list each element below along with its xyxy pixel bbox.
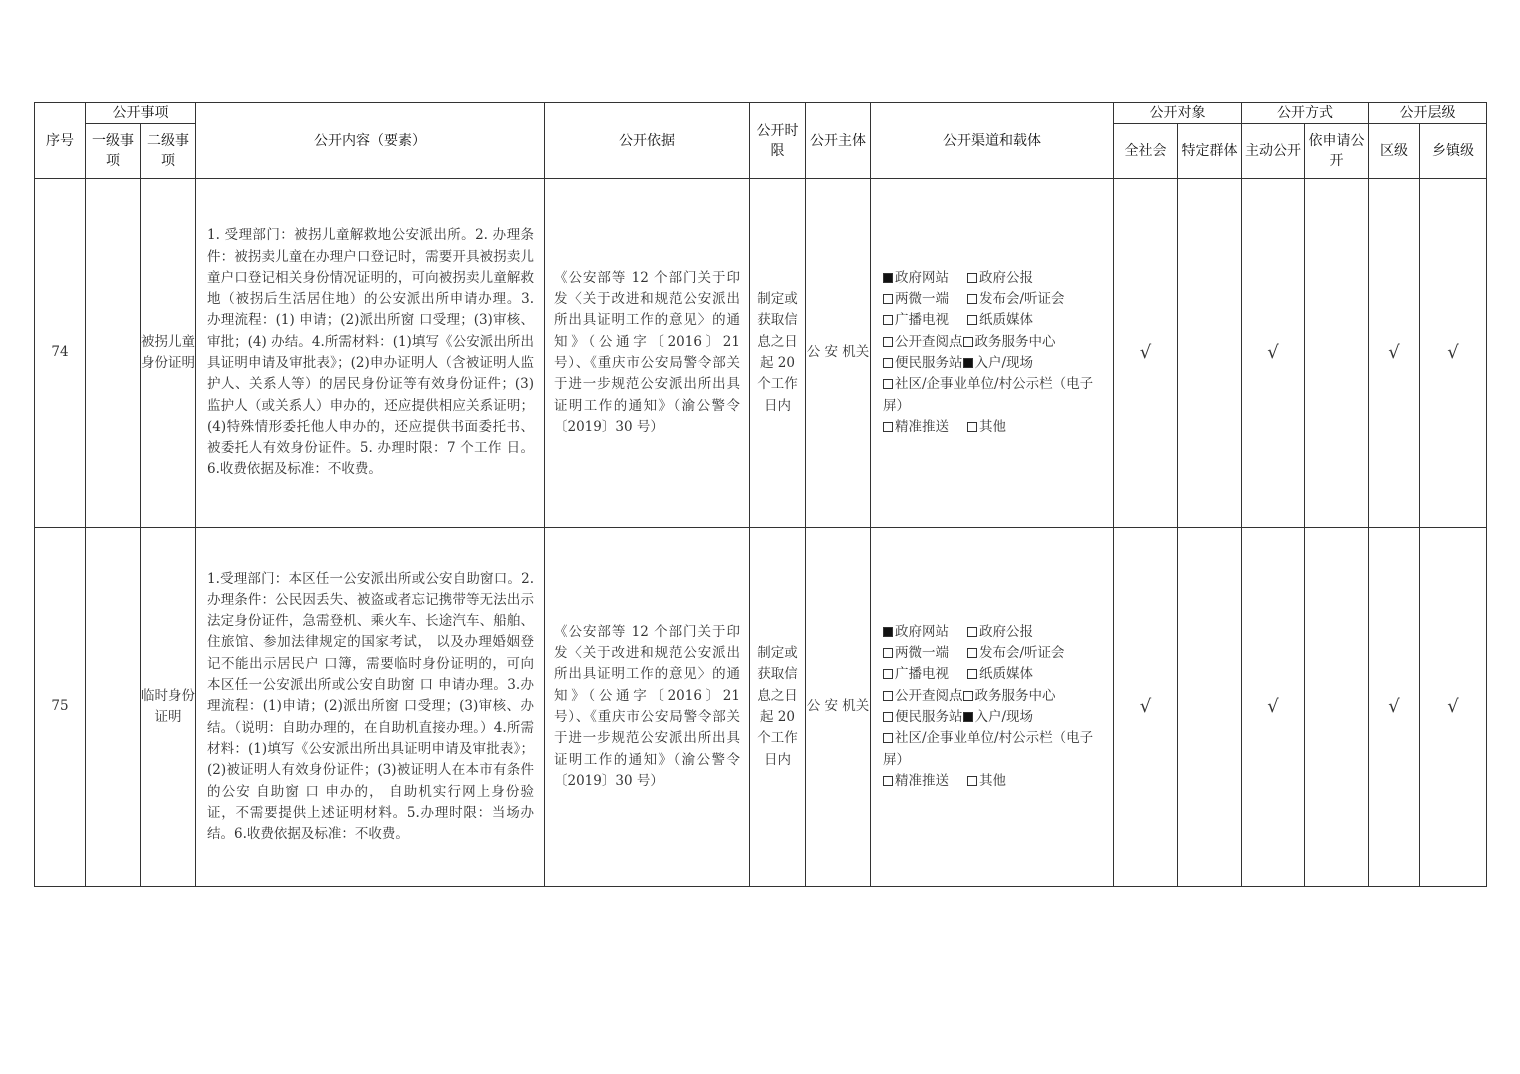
table-row bbox=[35, 179, 1487, 528]
channel-label: 纸质媒体 bbox=[979, 312, 1033, 329]
header-all-society: 全社会 bbox=[1114, 124, 1178, 179]
header-level-group: 公开层级 bbox=[1369, 103, 1487, 124]
header-target-group: 公开对象 bbox=[1114, 103, 1242, 124]
row-time-limit: 制定或获取信息之日起 20 个工作日内 bbox=[750, 179, 806, 528]
channel-label: 社区/企事业单位/村公示栏（电子屏） bbox=[883, 376, 1094, 414]
channel-label: 发布会/听证会 bbox=[979, 291, 1065, 308]
channel-label: 入户/现场 bbox=[974, 709, 1034, 725]
checkbox-bulletin[interactable] bbox=[883, 733, 893, 743]
row-on-request bbox=[1305, 528, 1369, 887]
checkbox-bulletin[interactable] bbox=[883, 379, 893, 389]
checkbox-gov-gazette[interactable] bbox=[967, 627, 977, 637]
channel-label: 政府公报 bbox=[979, 623, 1033, 640]
row-district: √ bbox=[1369, 528, 1420, 887]
disclosure-table bbox=[34, 102, 1487, 887]
row-time-limit: 制定或获取信息之日起 20 个工作日内 bbox=[750, 528, 806, 887]
row-basis: 《公安部等 12 个部门关于印发〈关于改进和规范公安派出所出具证明工作的意见〉的通知》（公通字〔2016〕21 号）、《重庆市公安局警令部关于进一步规范公安派出所出具证明工作的通知》（渝公警令〔2019〕30 号） bbox=[545, 179, 750, 528]
header-items-group: 公开事项 bbox=[86, 103, 196, 124]
row-seq: 74 bbox=[35, 179, 86, 528]
channel-label: 入户/现场 bbox=[974, 355, 1034, 371]
header-level2: 二级事项 bbox=[141, 124, 196, 179]
channel-label: 两微一端 bbox=[895, 291, 949, 308]
row-subject: 公 安 机关 bbox=[806, 528, 871, 887]
header-active: 主动公开 bbox=[1242, 124, 1305, 179]
row-seq: 75 bbox=[35, 528, 86, 887]
row-active: √ bbox=[1242, 179, 1305, 528]
checkbox-press-conf[interactable] bbox=[967, 294, 977, 304]
header-row-top bbox=[35, 103, 1487, 124]
checkbox-gov-gazette[interactable] bbox=[967, 273, 977, 283]
checkbox-broadcast[interactable] bbox=[883, 315, 893, 325]
checkbox-service-center[interactable] bbox=[963, 337, 973, 347]
channel-label: 政务服务中心 bbox=[974, 333, 1056, 350]
channel-label: 公开查阅点 bbox=[895, 687, 963, 704]
header-subject: 公开主体 bbox=[806, 103, 871, 179]
row-level1 bbox=[86, 528, 141, 887]
row-level1 bbox=[86, 179, 141, 528]
row-channels bbox=[871, 179, 1114, 528]
header-specific-group: 特定群体 bbox=[1178, 124, 1242, 179]
checkbox-convenience-station[interactable] bbox=[883, 712, 893, 722]
row-content: 1. 受理部门：被拐儿童解救地公安派出所。2. 办理条件：被拐卖儿童在办理户口登记时，需要开具被拐卖儿童户口登记相关身份情况证明的，可向被拐卖儿童解救地（被拐后生活居住地）的公安派出所申请办理。3. 办理流程：(1) 申请；(2)派出所窗 口受理；(3)审核、审批；(4) 办结。4.所需材料：(1)填写《公安派出所出具证明申请及审批表》；(2)申办证明人（含被证明人监护人、关系人等）的居民身份证等有效身份证件；(3)监护人（或关系人）申办的，还应提供相应关系证明；(4)特殊情形委托他人申办的，还应提供书面委托书、被委托人有效身份证件。5. 办理时限：7 个工作 日。6.收费依据及标准：不收费。 bbox=[196, 179, 545, 528]
channel-label: 社区/企事业单位/村公示栏（电子屏） bbox=[883, 730, 1094, 768]
row-township: √ bbox=[1420, 528, 1487, 887]
row-all-society: √ bbox=[1114, 528, 1178, 887]
checkbox-reading-point[interactable] bbox=[883, 337, 893, 347]
row-district: √ bbox=[1369, 179, 1420, 528]
row-level2: 临时身份证明 bbox=[141, 528, 196, 887]
checkbox-gov-website[interactable] bbox=[883, 273, 893, 283]
channel-label: 广播电视 bbox=[895, 312, 949, 329]
channel-label: 发布会/听证会 bbox=[979, 645, 1065, 662]
row-channels bbox=[871, 528, 1114, 887]
row-content: 1.受理部门：本区任一公安派出所或公安自助窗口。2.办理条件：公民因丢失、被盗或者忘记携带等无法出示法定身份证件，急需登机、乘火车、长途汽车、船舶、住旅馆、参加法律规定的国家考试， 以及办理婚姻登记不能出示居民户 口簿，需要临时身份证明的，可向本区任一公安派出所或公安自助窗 口 申请办理。3.办理流程：(1)申请；(2)派出所窗 口受理；(3)审核、办结。（说明：自助办理的，在自助机直接办理。）4.所需材料：(1)填写《公安派出所出具证明申请及审批表》；(2)被证明人有效身份证件；(3)被证明人在本市有条件的公安 自助窗 口 申办的， 自助机实行网上身份验证，不需要提供上述证明材料。5.办理时限：当场办结。6.收费依据及标准：不收费。 bbox=[196, 528, 545, 887]
header-time-limit: 公开时限 bbox=[750, 103, 806, 179]
channel-label: 政府公报 bbox=[979, 269, 1033, 286]
channel-label: 其他 bbox=[979, 772, 1006, 789]
header-on-request: 依申请公开 bbox=[1305, 124, 1369, 179]
header-content: 公开内容（要素） bbox=[196, 103, 545, 179]
header-district: 区级 bbox=[1369, 124, 1420, 179]
checkbox-reading-point[interactable] bbox=[883, 691, 893, 701]
checkbox-other[interactable] bbox=[967, 776, 977, 786]
row-specific-group bbox=[1178, 528, 1242, 887]
checkbox-broadcast[interactable] bbox=[883, 669, 893, 679]
checkbox-onsite[interactable] bbox=[963, 358, 973, 368]
channel-label: 纸质媒体 bbox=[979, 666, 1033, 683]
header-level1: 一级事项 bbox=[86, 124, 141, 179]
row-township: √ bbox=[1420, 179, 1487, 528]
checkbox-print-media[interactable] bbox=[967, 315, 977, 325]
checkbox-press-conf[interactable] bbox=[967, 648, 977, 658]
checkbox-other[interactable] bbox=[967, 422, 977, 432]
table-row bbox=[35, 528, 1487, 887]
header-basis: 公开依据 bbox=[545, 103, 750, 179]
channel-label: 精准推送 bbox=[895, 418, 949, 435]
checkbox-gov-website[interactable] bbox=[883, 627, 893, 637]
channel-label: 公开查阅点 bbox=[895, 333, 963, 350]
channel-label: 精准推送 bbox=[895, 772, 949, 789]
channel-label: 广播电视 bbox=[895, 666, 949, 683]
header-township: 乡镇级 bbox=[1420, 124, 1487, 179]
checkbox-convenience-station[interactable] bbox=[883, 358, 893, 368]
row-basis: 《公安部等 12 个部门关于印发〈关于改进和规范公安派出所出具证明工作的意见〉的通知》（公通字〔2016〕21 号）、《重庆市公安局警令部关于进一步规范公安派出所出具证明工作的通知》（渝公警令〔2019〕30 号） bbox=[545, 528, 750, 887]
channel-label: 其他 bbox=[979, 418, 1006, 435]
channel-label: 便民服务站 bbox=[895, 709, 963, 725]
checkbox-precise-push[interactable] bbox=[883, 422, 893, 432]
row-level2: 被拐儿童身份证明 bbox=[141, 179, 196, 528]
channel-label: 政府网站 bbox=[895, 623, 949, 640]
row-subject: 公 安 机关 bbox=[806, 179, 871, 528]
header-seq: 序号 bbox=[35, 103, 86, 179]
row-specific-group bbox=[1178, 179, 1242, 528]
checkbox-two-micro[interactable] bbox=[883, 294, 893, 304]
row-all-society: √ bbox=[1114, 179, 1178, 528]
header-method-group: 公开方式 bbox=[1242, 103, 1369, 124]
checkbox-two-micro[interactable] bbox=[883, 648, 893, 658]
channel-label: 政府网站 bbox=[895, 269, 949, 286]
header-channels: 公开渠道和载体 bbox=[871, 103, 1114, 179]
checkbox-onsite[interactable] bbox=[963, 712, 973, 722]
channel-label: 便民服务站 bbox=[895, 355, 963, 371]
channel-label: 政务服务中心 bbox=[974, 687, 1056, 704]
row-active: √ bbox=[1242, 528, 1305, 887]
row-on-request bbox=[1305, 179, 1369, 528]
channel-label: 两微一端 bbox=[895, 645, 949, 662]
checkbox-service-center[interactable] bbox=[963, 691, 973, 701]
checkbox-precise-push[interactable] bbox=[883, 776, 893, 786]
checkbox-print-media[interactable] bbox=[967, 669, 977, 679]
